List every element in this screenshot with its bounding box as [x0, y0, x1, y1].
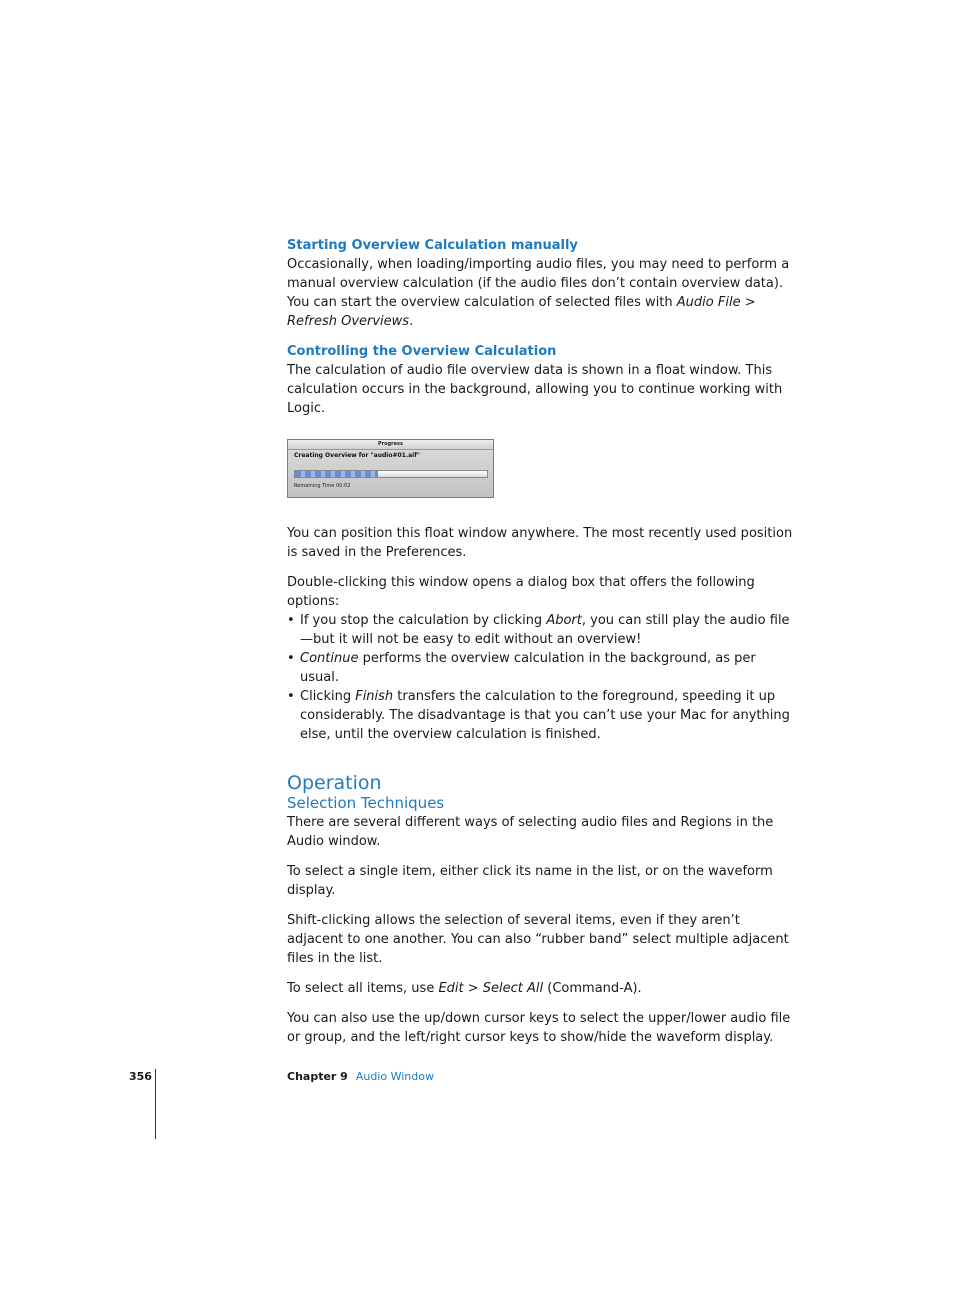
paragraph-controlling-overview: The calculation of audio file overview data is shown in a float window. This calculation occurs in the background, allowing you to continue working with Logic.: [287, 363, 783, 416]
page-content: [287, 236, 797, 1047]
progress-caption: Creating Overview for "audio#01.aif": [294, 452, 420, 459]
paragraph-starting-overview: Occasionally, when loading/importing audio files, you may need to perform a manual overview calculation (if the audio files don’t contain overview data). You can start the overview calculation of selected files with Audio File > Refresh Overviews.: [287, 257, 790, 329]
paragraph-cursor-keys: You can also use the up/down cursor keys to select the upper/lower audio file or group, and the left/right cursor keys to show/hide the waveform display.: [287, 1011, 791, 1045]
heading-operation: Operation: [287, 772, 382, 794]
paragraph-select-single: To select a single item, either click its name in the list, or on the waveform display.: [287, 864, 773, 898]
heading-controlling-overview: Controlling the Overview Calculation: [287, 344, 557, 359]
menu-path: Audio File > Refresh Overviews: [287, 295, 756, 329]
footer-divider: [155, 1069, 156, 1139]
progress-float-window[interactable]: [287, 439, 494, 498]
remaining-time: Remaining Time 00:02: [294, 483, 351, 489]
heading-selection-techniques: Selection Techniques: [287, 794, 445, 812]
chapter-title: Audio Window: [355, 1070, 434, 1083]
progress-bar-fill: [295, 471, 378, 477]
progress-window-titlebar: Progress: [288, 440, 493, 450]
list-item: • Continue performs the overview calculation in the background, as per usual.: [287, 649, 797, 687]
heading-starting-overview: Starting Overview Calculation manually: [287, 238, 578, 253]
options-list: [287, 611, 797, 744]
chapter-footer: [287, 1070, 434, 1083]
list-item: • Clicking Finish transfers the calculation to the foreground, speeding it up considerably. The disadvantage is that you can’t use your Mac for anything else, until the overview calculation is finished.: [287, 687, 797, 744]
chapter-label: Chapter 9: [287, 1070, 348, 1083]
paragraph-double-click: Double-clicking this window opens a dialog box that offers the following options:: [287, 575, 755, 609]
menu-path: Edit > Select All: [438, 981, 544, 996]
paragraph-select-all: To select all items, use Edit > Select All (Command-A).: [287, 981, 642, 996]
paragraph-shift-click: Shift-clicking allows the selection of several items, even if they aren’t adjacent to one another. You can also “rubber band” select multiple adjacent files in the list.: [287, 913, 789, 966]
paragraph-selection-ways: There are several different ways of selecting audio files and Regions in the Audio window.: [287, 815, 774, 849]
page-number: 356: [129, 1070, 152, 1083]
progress-bar: [294, 470, 488, 478]
list-item: • If you stop the calculation by clicking Abort, you can still play the audio file—but it will not be easy to edit without an overview!: [287, 611, 797, 649]
paragraph-float-window-position: You can position this float window anywhere. The most recently used position is saved in the Preferences.: [287, 526, 793, 560]
